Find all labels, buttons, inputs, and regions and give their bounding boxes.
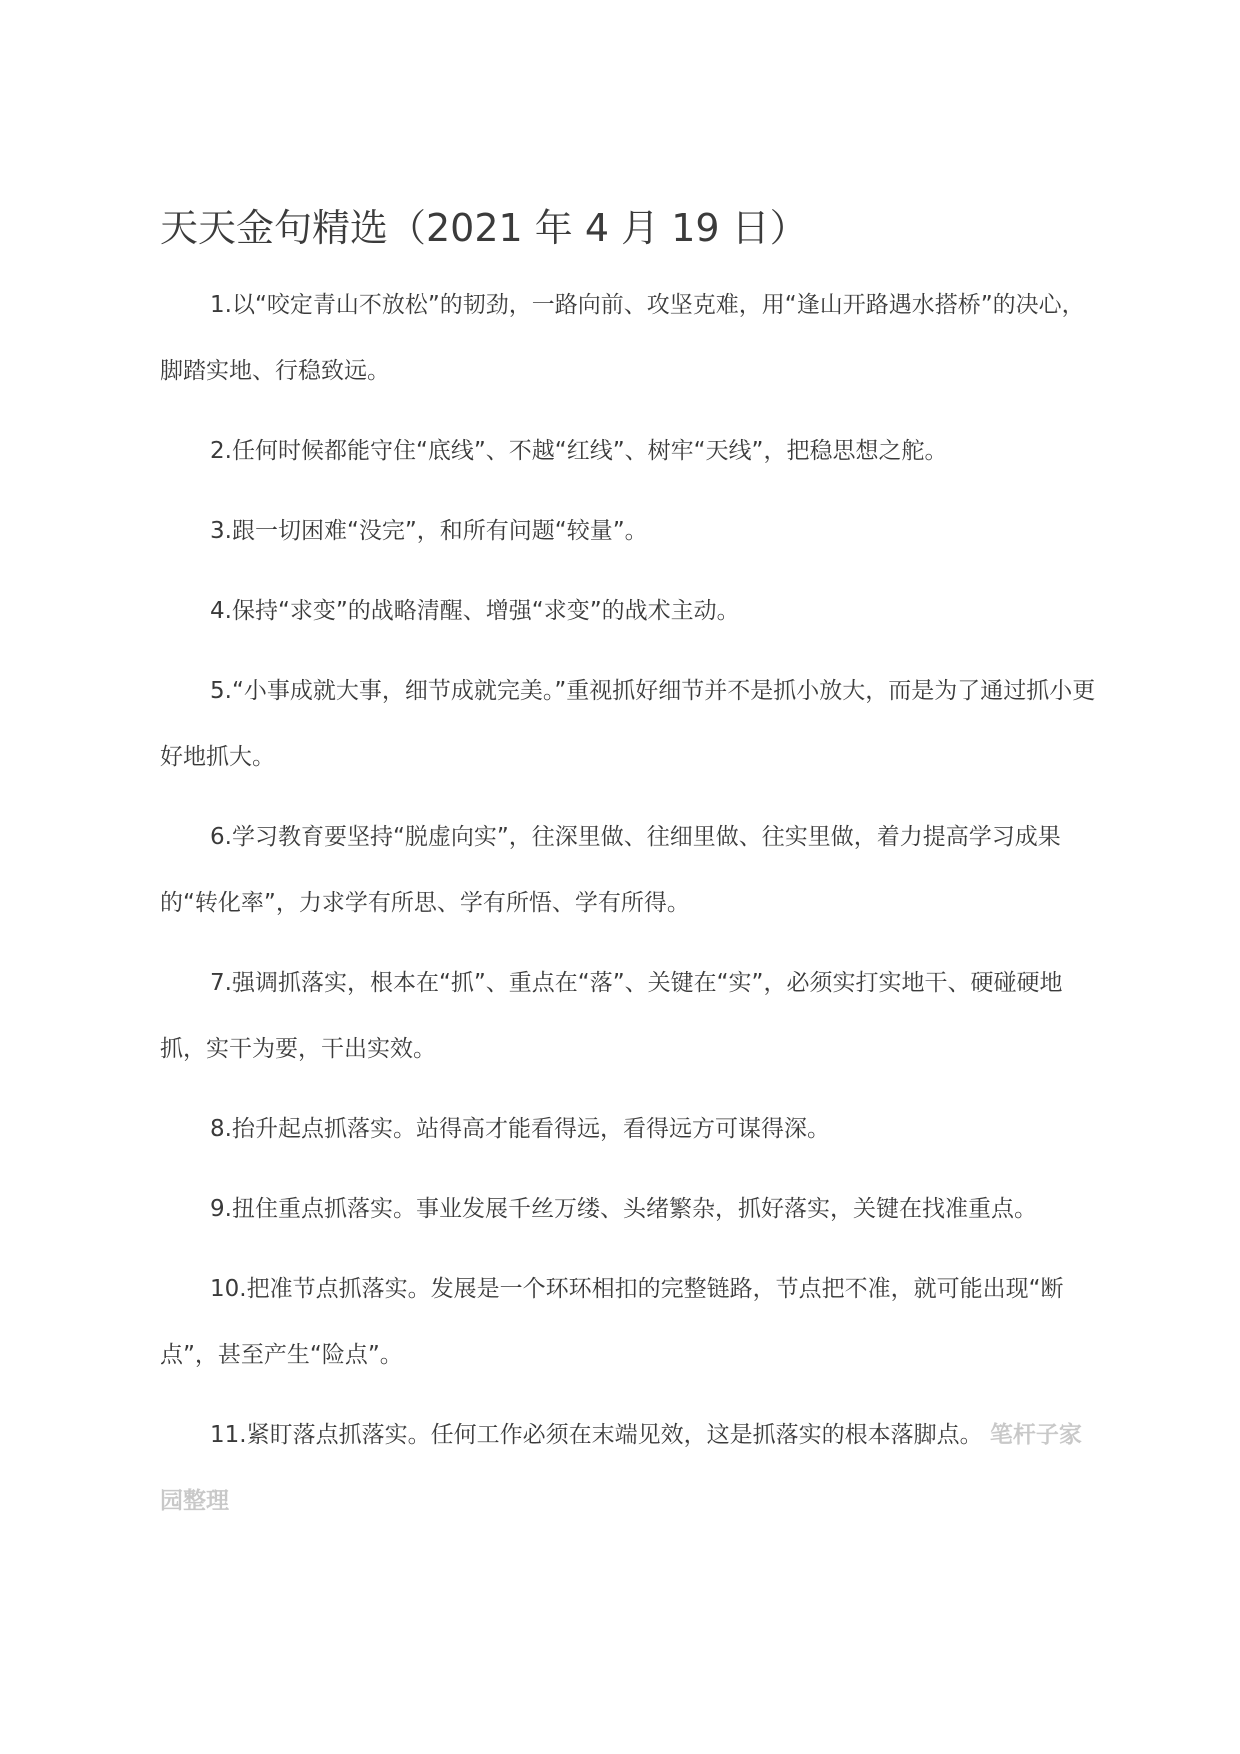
paragraph-1: 1.以“咬定青山不放松”的韧劲，一路向前、攻坚克难，用“逢山开路遇水搭桥”的决心，脚踏实地、行稳致远。 <box>160 292 1085 384</box>
paragraph-10: 10.把准节点抓落实。发展是一个环环相扣的完整链路，节点把不准，就可能出现“断点”，甚至产生“险点”。 <box>160 1276 1064 1368</box>
paragraph-9: 9.扭住重点抓落实。事业发展千丝万缕、头绪繁杂，抓好落实，关键在找准重点。 <box>210 1196 1037 1222</box>
document-title: 天天金句精选（2021 年 4 月 19 日） <box>160 206 808 250</box>
paragraph-5: 5.“小事成就大事，细节成就完美。”重视抓好细节并不是抓小放大，而是为了通过抓小更好地抓大。 <box>160 678 1096 770</box>
watermark-text: 笔杆子家园整理 <box>160 1422 1082 1514</box>
document-page <box>160 200 1100 1548</box>
paragraph-11 <box>160 1402 1100 1534</box>
paragraph-8: 8.抬升起点抓落实。站得高才能看得远，看得远方可谋得深。 <box>210 1116 830 1142</box>
paragraph-4: 4.保持“求变”的战略清醒、增强“求变”的战术主动。 <box>210 598 740 624</box>
paragraph-2: 2.任何时候都能守住“底线”、不越“红线”、树牢“天线”，把稳思想之舵。 <box>210 438 948 464</box>
paragraph-7: 7.强调抓落实，根本在“抓”、重点在“落”、关键在“实”，必须实打实地干、硬碰硬地抓，实干为要，干出实效。 <box>160 970 1063 1062</box>
paragraph-6: 6.学习教育要坚持“脱虚向实”，往深里做、往细里做、往实里做，着力提高学习成果的“转化率”，力求学有所思、学有所悟、学有所得。 <box>160 824 1061 916</box>
paragraph-3: 3.跟一切困难“没完”，和所有问题“较量”。 <box>210 518 648 544</box>
paragraph-11-text: 11.紧盯落点抓落实。任何工作必须在末端见效，这是抓落实的根本落脚点。 <box>210 1422 983 1448</box>
